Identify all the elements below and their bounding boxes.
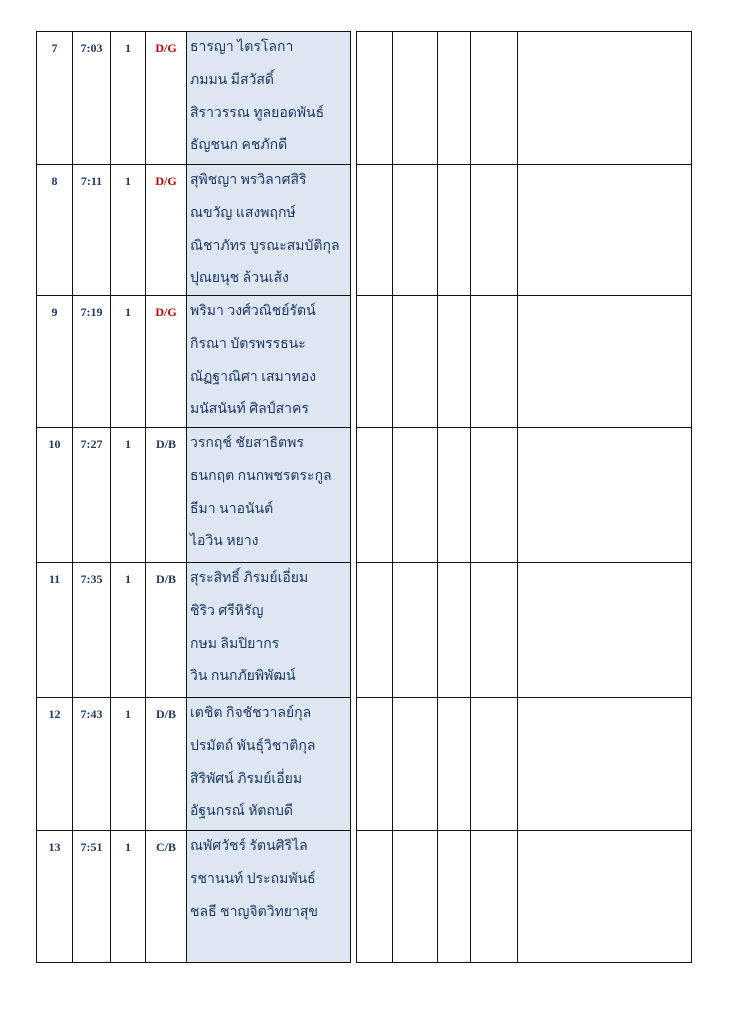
tee-category: D/B — [155, 572, 176, 586]
tee-category-cell — [145, 164, 186, 295]
remarks-cell — [517, 697, 692, 830]
player-name: ชลธี ชาญจิตวิทยาสุข — [190, 904, 318, 920]
start-hole-cell — [110, 562, 145, 697]
player-name: ไอวิน หยาง — [190, 534, 259, 550]
score-cell — [356, 697, 392, 830]
score-cell — [437, 427, 470, 562]
player-name: สิราวรรณ ทูลยอดพันธ์ — [190, 105, 325, 121]
player-name: ณพัศวัชร์ รัตนศิริไล — [190, 839, 308, 854]
score-cell — [437, 562, 470, 697]
score-cell — [437, 697, 470, 830]
score-cell — [470, 697, 517, 830]
tee-category-cell — [145, 830, 186, 963]
tee-category: C/B — [155, 840, 176, 854]
group-row — [36, 164, 692, 295]
start-hole: 1 — [125, 174, 131, 188]
player-name: ณิชาภัทร บูรณะสมบัติกุล — [190, 238, 340, 254]
player-names-cell — [186, 295, 351, 427]
start-hole: 1 — [125, 707, 131, 721]
start-hole: 1 — [125, 41, 131, 55]
player-name: ปรมัตถ์ พันธุ์วิชาติกุล — [190, 738, 316, 754]
score-cell — [470, 295, 517, 427]
player-names-cell — [186, 31, 351, 164]
score-cell — [392, 164, 437, 295]
player-name: รชานนท์ ประถมพันธ์ — [190, 871, 316, 887]
player-name: สิริพัศน์ ภิรมย์เอี่ยม — [190, 771, 303, 787]
score-cell — [356, 31, 392, 164]
group-number-cell — [36, 830, 72, 963]
player-name: เตชิต กิจชัชวาลย์กุล — [190, 706, 312, 721]
score-cell — [437, 295, 470, 427]
remarks-cell — [517, 164, 692, 295]
score-cell — [392, 830, 437, 963]
tee-time: 7:35 — [80, 572, 103, 586]
player-name: พริมา วงศ์วณิชย์รัตน์ — [190, 304, 316, 319]
group-number: 10 — [48, 437, 61, 451]
score-cell — [470, 31, 517, 164]
tee-category: D/B — [155, 707, 176, 721]
score-cell — [470, 830, 517, 963]
tee-time: 7:43 — [80, 707, 103, 721]
player-names-cell — [186, 427, 351, 562]
tee-category: D/G — [155, 305, 177, 319]
player-name: ณขวัญ แสงพฤกษ์ — [190, 205, 296, 221]
score-cell — [437, 164, 470, 295]
start-hole: 1 — [125, 840, 131, 854]
start-hole: 1 — [125, 305, 131, 319]
tee-time: 7:27 — [80, 437, 103, 451]
score-cell — [470, 562, 517, 697]
remarks-cell — [517, 562, 692, 697]
player-name: ธารญา ไตรโลกา — [190, 40, 294, 55]
player-name: ชิริว ศรีหิรัญ — [190, 603, 264, 619]
start-hole: 1 — [125, 437, 131, 451]
group-number: 12 — [48, 707, 61, 721]
tee-category-cell — [145, 295, 186, 427]
group-number: 13 — [48, 840, 61, 854]
tee-category: D/B — [155, 437, 176, 451]
score-cell — [392, 562, 437, 697]
remarks-cell — [517, 427, 692, 562]
player-name: วรกฤช์ ชัยสาธิตพร — [190, 436, 304, 451]
player-name: อัฐนกรณ์ หัตถบดี — [190, 804, 293, 820]
remarks-cell — [517, 31, 692, 164]
group-number-cell — [36, 164, 72, 295]
remarks-cell — [517, 830, 692, 963]
start-hole-cell — [110, 31, 145, 164]
score-cell — [437, 830, 470, 963]
tee-time-cell — [72, 697, 110, 830]
start-hole: 1 — [125, 572, 131, 586]
score-cell — [392, 697, 437, 830]
start-hole-cell — [110, 295, 145, 427]
group-number: 8 — [51, 174, 58, 188]
start-hole-cell — [110, 427, 145, 562]
score-cell — [356, 295, 392, 427]
group-number-cell — [36, 697, 72, 830]
tee-category-cell — [145, 697, 186, 830]
score-cell — [437, 31, 470, 164]
player-name: ธนกฤต กนกพชรตระกูล — [190, 468, 332, 484]
score-cell — [392, 31, 437, 164]
tee-time-cell — [72, 427, 110, 562]
score-cell — [470, 164, 517, 295]
group-row — [36, 830, 692, 963]
player-name: ณัฏฐาณิศา เสมาทอง — [190, 369, 317, 385]
tee-category: D/G — [155, 41, 177, 55]
group-number-cell — [36, 562, 72, 697]
player-names-cell — [186, 697, 351, 830]
group-row — [36, 562, 692, 697]
tee-time-cell — [72, 830, 110, 963]
score-cell — [392, 427, 437, 562]
tee-time-cell — [72, 164, 110, 295]
player-name: ภมมน มีสวัสดิ์ — [190, 72, 275, 88]
player-name: ปุณยนุช ล้วนเส้ง — [190, 271, 289, 287]
player-names-cell — [186, 562, 351, 697]
group-row — [36, 31, 692, 164]
tee-category-cell — [145, 562, 186, 697]
group-number-cell — [36, 295, 72, 427]
player-name: กษม ลิมปิยากร — [190, 636, 280, 652]
player-name: กิรณา บัตรพรรธนะ — [190, 336, 306, 352]
tee-time: 7:11 — [80, 174, 103, 188]
player-name: สุพิชญา พรวิลาศสิริ — [190, 173, 307, 188]
tee-time: 7:19 — [80, 305, 103, 319]
start-hole-cell — [110, 697, 145, 830]
player-name: สุระสิทธิ์ ภิรมย์เอี่ยม — [190, 571, 309, 586]
group-number: 7 — [51, 41, 58, 55]
tee-time: 7:03 — [80, 41, 103, 55]
tee-category-cell — [145, 31, 186, 164]
tee-time-sheet — [36, 31, 692, 963]
player-names-cell — [186, 164, 351, 295]
player-name: ธีมา นาอนันต์ — [190, 501, 274, 517]
tee-time-cell — [72, 562, 110, 697]
start-hole-cell — [110, 830, 145, 963]
start-hole-cell — [110, 164, 145, 295]
score-cell — [470, 427, 517, 562]
score-cell — [356, 164, 392, 295]
group-row — [36, 295, 692, 427]
group-number: 9 — [51, 305, 58, 319]
tee-time-cell — [72, 295, 110, 427]
group-number-cell — [36, 427, 72, 562]
player-name: วิน กนกภัยพิพัฒน์ — [190, 669, 296, 685]
tee-time: 7:51 — [80, 840, 103, 854]
player-names-cell — [186, 830, 351, 963]
tee-category-cell — [145, 427, 186, 562]
score-cell — [392, 295, 437, 427]
group-number-cell — [36, 31, 72, 164]
score-cell — [356, 562, 392, 697]
group-row — [36, 427, 692, 562]
player-name: มนัสนันท์ ศิลป์สาคร — [190, 402, 309, 418]
group-number: 11 — [48, 572, 61, 586]
score-cell — [356, 830, 392, 963]
player-name: ธัญชนก คชภักดี — [190, 138, 288, 154]
score-cell — [356, 427, 392, 562]
group-row — [36, 697, 692, 830]
tee-category: D/G — [155, 174, 177, 188]
remarks-cell — [517, 295, 692, 427]
tee-time-cell — [72, 31, 110, 164]
